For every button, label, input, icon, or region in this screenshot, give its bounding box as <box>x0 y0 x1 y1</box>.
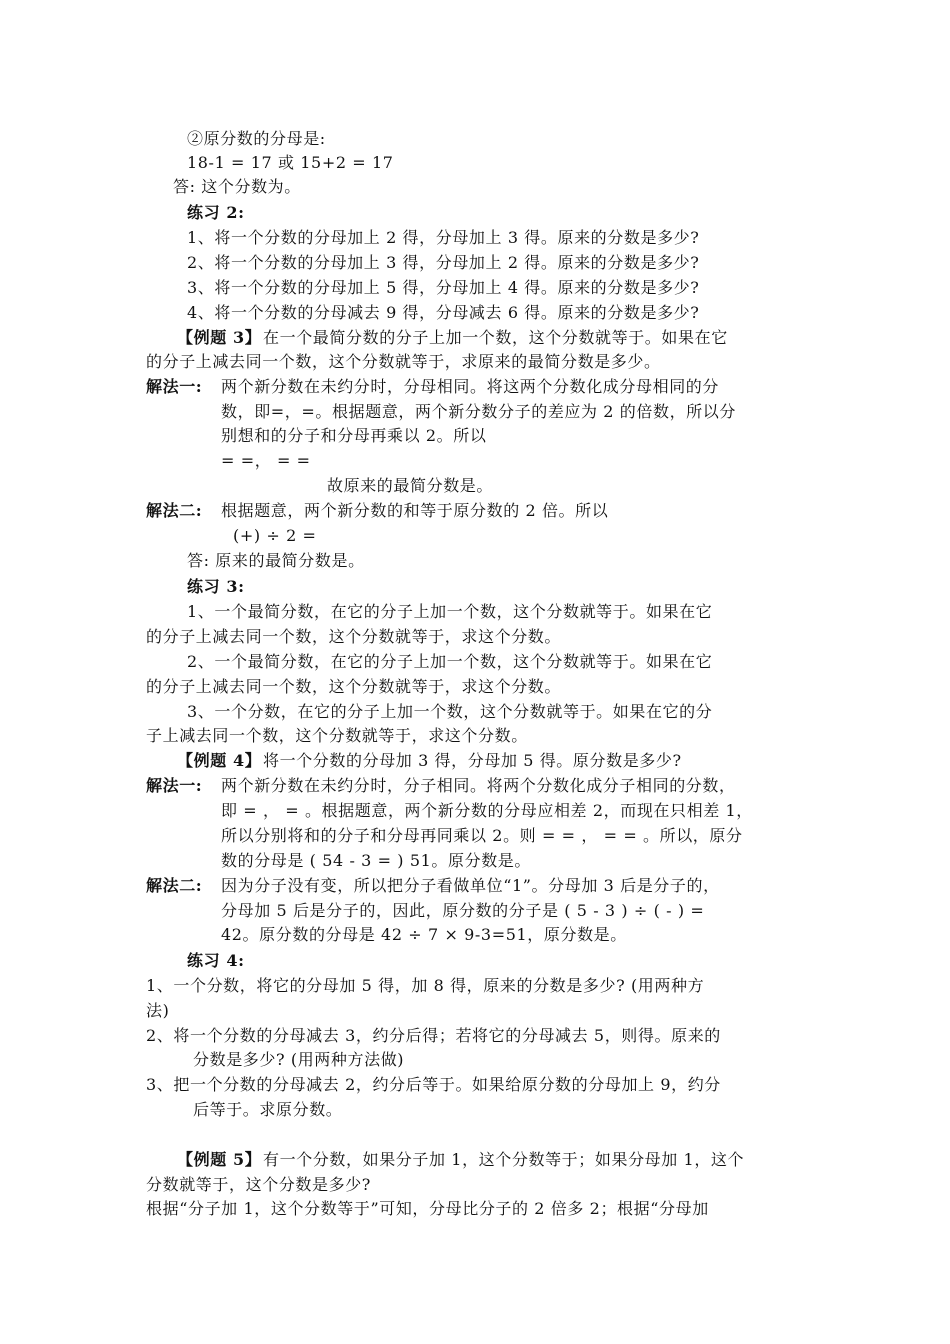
text-line: 因为分子没有变，所以把分子看做单位“1”。分母加 3 后是分子的， <box>221 876 720 895</box>
exercise-item: 2、将一个分数的分母加上 3 得，分母加上 2 得。原来的分数是多少? <box>187 253 700 272</box>
text-line: 18-1 = 17 或 15+2 = 17 <box>187 153 394 172</box>
solution-label: 解法一: <box>146 776 203 795</box>
text-line: 子上减去同一个数，这个分数就等于，求这个分数。 <box>146 726 528 745</box>
answer-line: 答: 原来的最简分数是。 <box>187 551 365 570</box>
exercise-item: 2、将一个分数的分母减去 3，约分后得；若将它的分母减去 5，则得。原来的 <box>146 1026 721 1045</box>
exercise-heading: 练习 4: <box>187 951 245 970</box>
text-line: 有一个分数，如果分子加 1，这个分数等于；如果分母加 1，这个 <box>263 1150 745 1169</box>
exercise-heading: 练习 3: <box>187 577 245 596</box>
example-label: 【例题 3】 <box>177 328 262 347</box>
text-line: ②原分数的分母是: <box>187 129 326 148</box>
text-line: 分数就等于，这个分数是多少? <box>146 1175 371 1194</box>
text-line: 的分子上减去同一个数，这个分数就等于，求这个分数。 <box>146 677 562 696</box>
text-line: 故原来的最简分数是。 <box>327 476 494 495</box>
text-line: 数的分母是 ( 54 - 3 = ) 51。原分数是。 <box>221 851 531 870</box>
exercise-item: 2、一个最简分数，在它的分子上加一个数，这个分数就等于。如果在它 <box>187 652 713 671</box>
example-label: 【例题 4】 <box>177 751 262 770</box>
text-line: 即 = ， = 。根据题意，两个新分数的分母应相差 2，而现在只相差 1， <box>221 801 753 820</box>
text-line: 根据题意，两个新分数的和等于原分数的 2 倍。所以 <box>221 501 609 520</box>
text-line: 后等于。求原分数。 <box>193 1100 343 1119</box>
text-line: 数，即=，=。根据题意，两个新分数分子的差应为 2 的倍数，所以分 <box>221 402 736 421</box>
text-line: 42。原分数的分母是 42 ÷ 7 × 9-3=51，原分数是。 <box>221 925 627 944</box>
text-line: 分数是多少? (用两种方法做) <box>193 1050 405 1069</box>
text-line: 的分子上减去同一个数，这个分数就等于，求原来的最简分数是多少。 <box>146 352 661 371</box>
solution-label: 解法二: <box>146 501 203 520</box>
solution-label: 解法二: <box>146 876 203 895</box>
exercise-item: 3、一个分数，在它的分子上加一个数，这个分数就等于。如果在它的分 <box>187 702 713 721</box>
example-label: 【例题 5】 <box>177 1150 262 1169</box>
exercise-heading: 练习 2: <box>187 203 245 222</box>
text-line: 两个新分数在未约分时，分母相同。将这两个分数化成分母相同的分 <box>221 377 720 396</box>
solution-label: 解法一: <box>146 377 203 396</box>
exercise-item: 1、一个最简分数，在它的分子上加一个数，这个分数就等于。如果在它 <box>187 602 713 621</box>
equation-line: (+) ÷ 2 = <box>233 526 317 545</box>
exercise-item: 3、将一个分数的分母加上 5 得，分母加上 4 得。原来的分数是多少? <box>187 278 700 297</box>
text-line: 根据“分子加 1，这个分数等于”可知，分母比分子的 2 倍多 2；根据“分母加 <box>146 1199 709 1218</box>
text-line: 在一个最简分数的分子上加一个数，这个分数就等于。如果在它 <box>263 328 728 347</box>
text-line: 法) <box>146 1001 170 1020</box>
text-line: 别想和的分子和分母再乘以 2。所以 <box>221 426 487 445</box>
text-line: 的分子上减去同一个数，这个分数就等于，求这个分数。 <box>146 627 562 646</box>
text-line: 两个新分数在未约分时，分子相同。将两个分数化成分子相同的分数， <box>221 776 736 795</box>
exercise-item: 3、把一个分数的分母减去 2，约分后等于。如果给原分数的分母加上 9，约分 <box>146 1075 721 1094</box>
text-line: 将一个分数的分母加 3 得，分母加 5 得。原分数是多少? <box>263 751 682 770</box>
text-line: 所以分别将和的分子和分母再同乘以 2。则 = = ， = = 。所以，原分 <box>221 826 743 845</box>
exercise-item: 4、将一个分数的分母减去 9 得，分母减去 6 得。原来的分数是多少? <box>187 303 700 322</box>
exercise-item: 1、一个分数，将它的分母加 5 得，加 8 得，原来的分数是多少? (用两种方 <box>146 976 705 995</box>
exercise-item: 1、将一个分数的分母加上 2 得，分母加上 3 得。原来的分数是多少? <box>187 228 700 247</box>
text-line: 分母加 5 后是分子的，因此，原分数的分子是 ( 5 - 3 ) ÷ ( - ) = <box>221 901 705 920</box>
answer-line: 答: 这个分数为。 <box>173 177 301 196</box>
equation-line: = =， = = <box>221 451 311 470</box>
